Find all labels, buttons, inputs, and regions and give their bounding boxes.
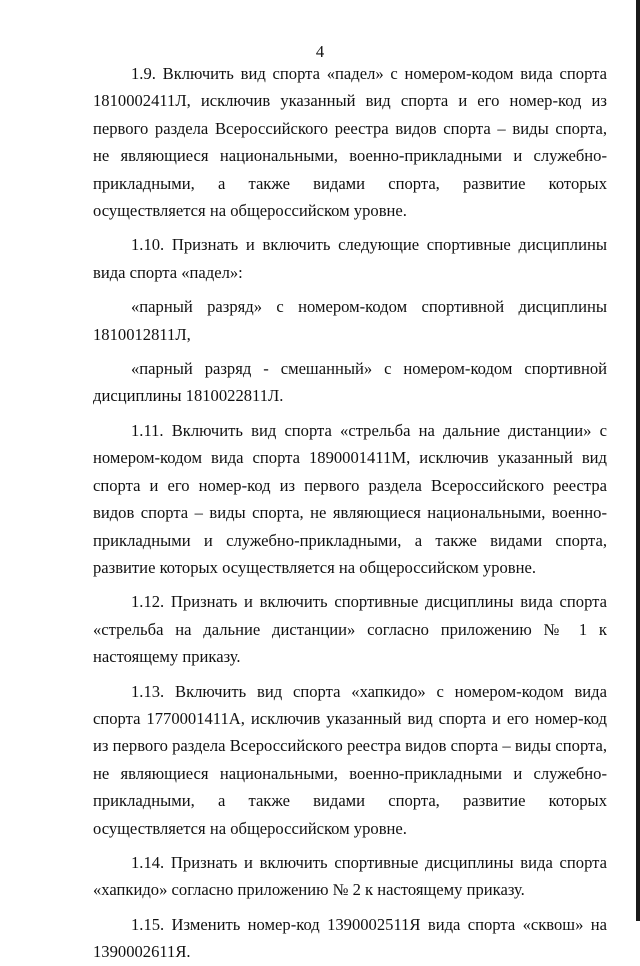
- paragraph-1-11: 1.11. Включить вид спорта «стрельба на дальние дистанции» с номером-кодом вида спорта 1890001411М, исключив указанный вид спорта и его номер-код из первого раздела Всероссийского реестра видов спорта – виды спорта, не являющиеся национальными, военно-прикладными и служебно-прикладными, а также видами спорта, развитие которых осуществляется на общероссийском уровне.: [93, 420, 607, 577]
- scan-edge-border: [636, 0, 640, 921]
- paragraph-1-12: 1.12. Признать и включить спортивные дисциплины вида спорта «стрельба на дальние дистанции» согласно приложению № 1 к настоящему приказу.: [93, 592, 607, 667]
- paragraph-1-15: 1.15. Изменить номер-код 1390002511Я вида спорта «сквош» на 1390002611Я.: [93, 914, 607, 962]
- discipline-pair-label: «парный разряд» с номером-кодом спортивной дисциплины: [131, 297, 607, 317]
- paragraph-1-13: 1.13. Включить вид спорта «хапкидо» с номером-кодом вида спорта 1770001411А, исключив указанный вид спорта и его номер-код из первого раздела Всероссийского реестра видов спорта – виды спорта, не являющиеся национальными, военно-прикладными и служебно-прикладными, а также видами спорта, развитие которых осуществляется на общероссийском уровне.: [93, 681, 607, 838]
- paragraph-1-14: 1.14. Признать и включить спортивные дисциплины вида спорта «хапкидо» согласно приложению № 2 к настоящему приказу.: [93, 852, 607, 900]
- paragraph-1-10: 1.10. Признать и включить следующие спортивные дисциплины вида спорта «падел»:: [93, 235, 607, 282]
- discipline-pair-code: 1810012811Л,: [93, 324, 191, 344]
- document-body: [93, 60, 607, 966]
- page-number: 4: [315, 42, 325, 61]
- discipline-pair-mixed: «парный разряд - смешанный» с номером-кодом спортивной дисциплины 1810022811Л.: [93, 359, 607, 406]
- paragraph-1-9: 1.9. Включить вид спорта «падел» с номером-кодом вида спорта 1810002411Л, исключив указанный вид спорта и его номер-код из первого раздела Всероссийского реестра видов спорта – виды спорта, не являющиеся национальными, военно-прикладными и служебно-прикладными, а также видами спорта, развитие которых осуществляется на общероссийском уровне.: [93, 64, 607, 221]
